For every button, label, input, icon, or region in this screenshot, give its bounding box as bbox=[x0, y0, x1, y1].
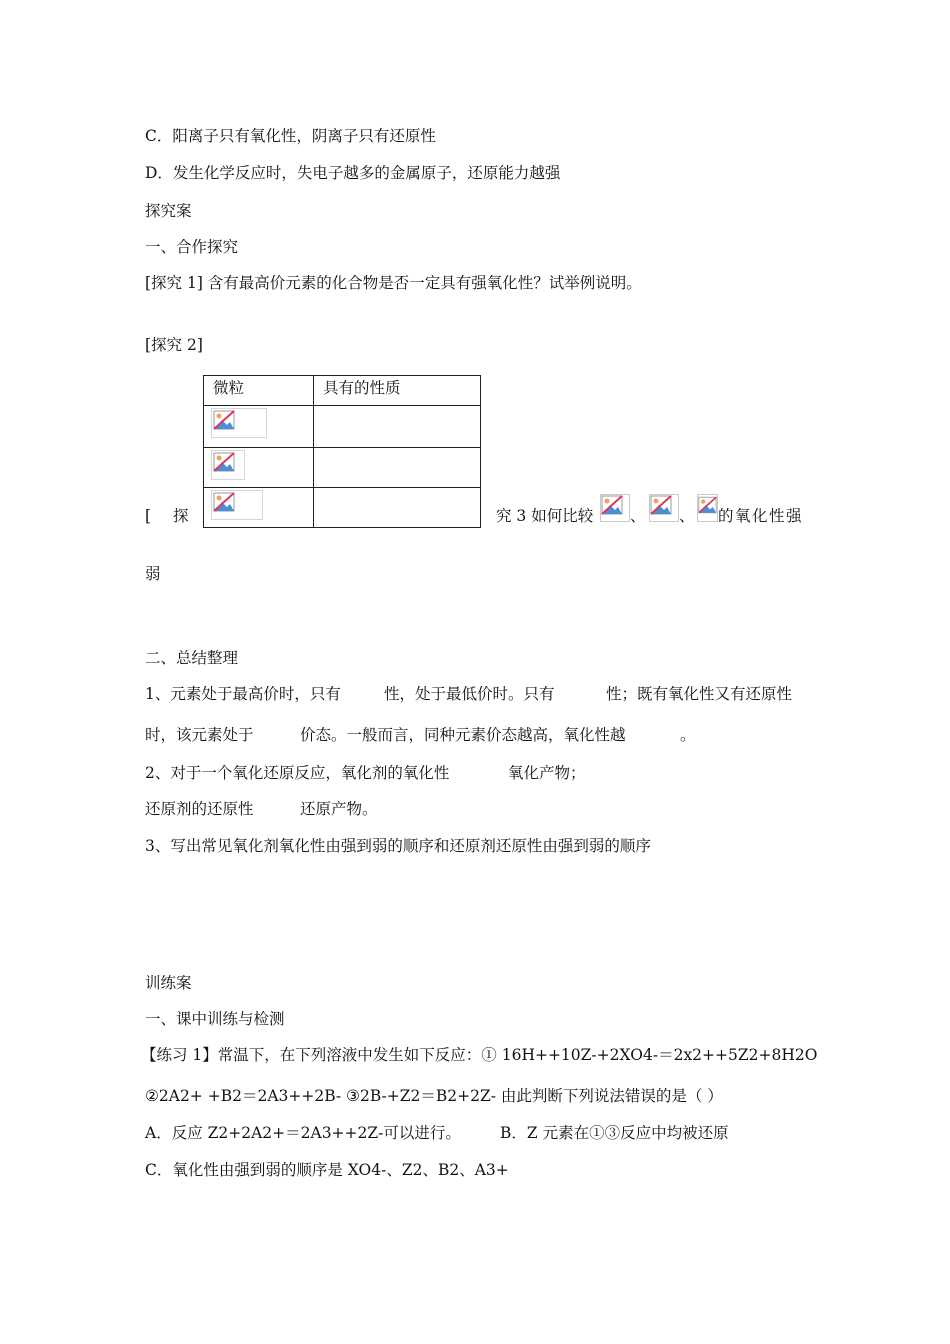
summary-2-c: 还原剂的还原性 bbox=[145, 800, 254, 818]
heading-cooperative-inquiry: 一、合作探究 bbox=[145, 238, 239, 256]
exercise-1-line-1: 【练习 1】常温下，在下列溶液中发生如下反应：① 16H++10Z-+2XO4-＝2x2++5Z2+8H2O bbox=[141, 1046, 818, 1064]
summary-1-e: 价态。一般而言，同种元素价态越高，氧化性越 bbox=[300, 726, 626, 744]
heading-summary: 二、总结整理 bbox=[145, 649, 239, 667]
summary-1-c: 性；既有氧化性又有还原性 bbox=[606, 685, 793, 703]
probe-3-sep-2: 、 bbox=[679, 507, 695, 525]
summary-2-a: 2、对于一个氧化还原反应，氧化剂的氧化性 bbox=[145, 764, 450, 782]
table-row-particle-3 bbox=[204, 488, 314, 528]
summary-3: 3、写出常见氧化剂氧化性由强到弱的顺序和还原剂还原性由强到弱的顺序 bbox=[145, 837, 651, 855]
probe-3-tan: 探 bbox=[173, 507, 189, 525]
table-row-particle-2 bbox=[204, 448, 314, 488]
exercise-1-line-2: ②2A2+ +B2＝2A3++2B- ③2B-+Z2＝B2+2Z- 由此判断下列说法错误的是（ ） bbox=[145, 1087, 723, 1105]
image-placeholder-icon bbox=[697, 494, 718, 522]
table-header-property: 具有的性质 bbox=[314, 376, 481, 406]
image-placeholder-icon bbox=[649, 494, 679, 522]
exercise-1-option-a: A．反应 Z2+2A2+＝2A3++2Z-可以进行。 bbox=[145, 1124, 461, 1142]
probe-1: [探究 1] 含有最高价元素的化合物是否一定具有强氧化性？试举例说明。 bbox=[145, 274, 642, 292]
table-row-particle-1 bbox=[204, 406, 314, 448]
table-row-property-1 bbox=[314, 406, 481, 448]
summary-1-d: 时，该元素处于 bbox=[145, 726, 254, 744]
probe-2-table bbox=[203, 375, 481, 528]
table-row-property-2 bbox=[314, 448, 481, 488]
summary-2-b: 氧化产物； bbox=[508, 764, 586, 782]
summary-1-a: 1、元素处于最高价时，只有 bbox=[145, 685, 341, 703]
image-placeholder-icon bbox=[211, 490, 263, 520]
probe-3-tail: 的氧化性强 bbox=[718, 507, 804, 525]
summary-2-d: 还原产物。 bbox=[300, 800, 378, 818]
section-title-explore: 探究案 bbox=[145, 202, 192, 220]
summary-1-f: 。 bbox=[680, 726, 696, 744]
image-placeholder-icon bbox=[211, 450, 245, 480]
summary-1-b: 性，处于最低价时。只有 bbox=[384, 685, 555, 703]
image-placeholder-icon bbox=[600, 494, 630, 522]
probe-2-label: [探究 2] bbox=[145, 336, 203, 354]
exercise-1-option-b: B．Z 元素在①③反应中均被还原 bbox=[500, 1124, 729, 1142]
table-row-property-3 bbox=[314, 488, 481, 528]
probe-3-weak: 弱 bbox=[145, 565, 161, 583]
probe-3-bracket: [ bbox=[145, 507, 152, 525]
heading-class-training: 一、课中训练与检测 bbox=[145, 1010, 285, 1028]
table-header-particle: 微粒 bbox=[204, 376, 314, 406]
exercise-1-option-c: C．氧化性由强到弱的顺序是 XO4-、Z2、B2、A3+ bbox=[145, 1161, 509, 1179]
section-title-training: 训练案 bbox=[145, 974, 192, 992]
image-placeholder-icon bbox=[211, 408, 267, 438]
option-c: C．阳离子只有氧化性，阴离子只有还原性 bbox=[145, 127, 436, 145]
probe-3-text: 究 3 如何比较 bbox=[496, 507, 594, 525]
probe-3-sep-1: 、 bbox=[630, 507, 646, 525]
option-d: D．发生化学反应时，失电子越多的金属原子，还原能力越强 bbox=[145, 164, 561, 182]
